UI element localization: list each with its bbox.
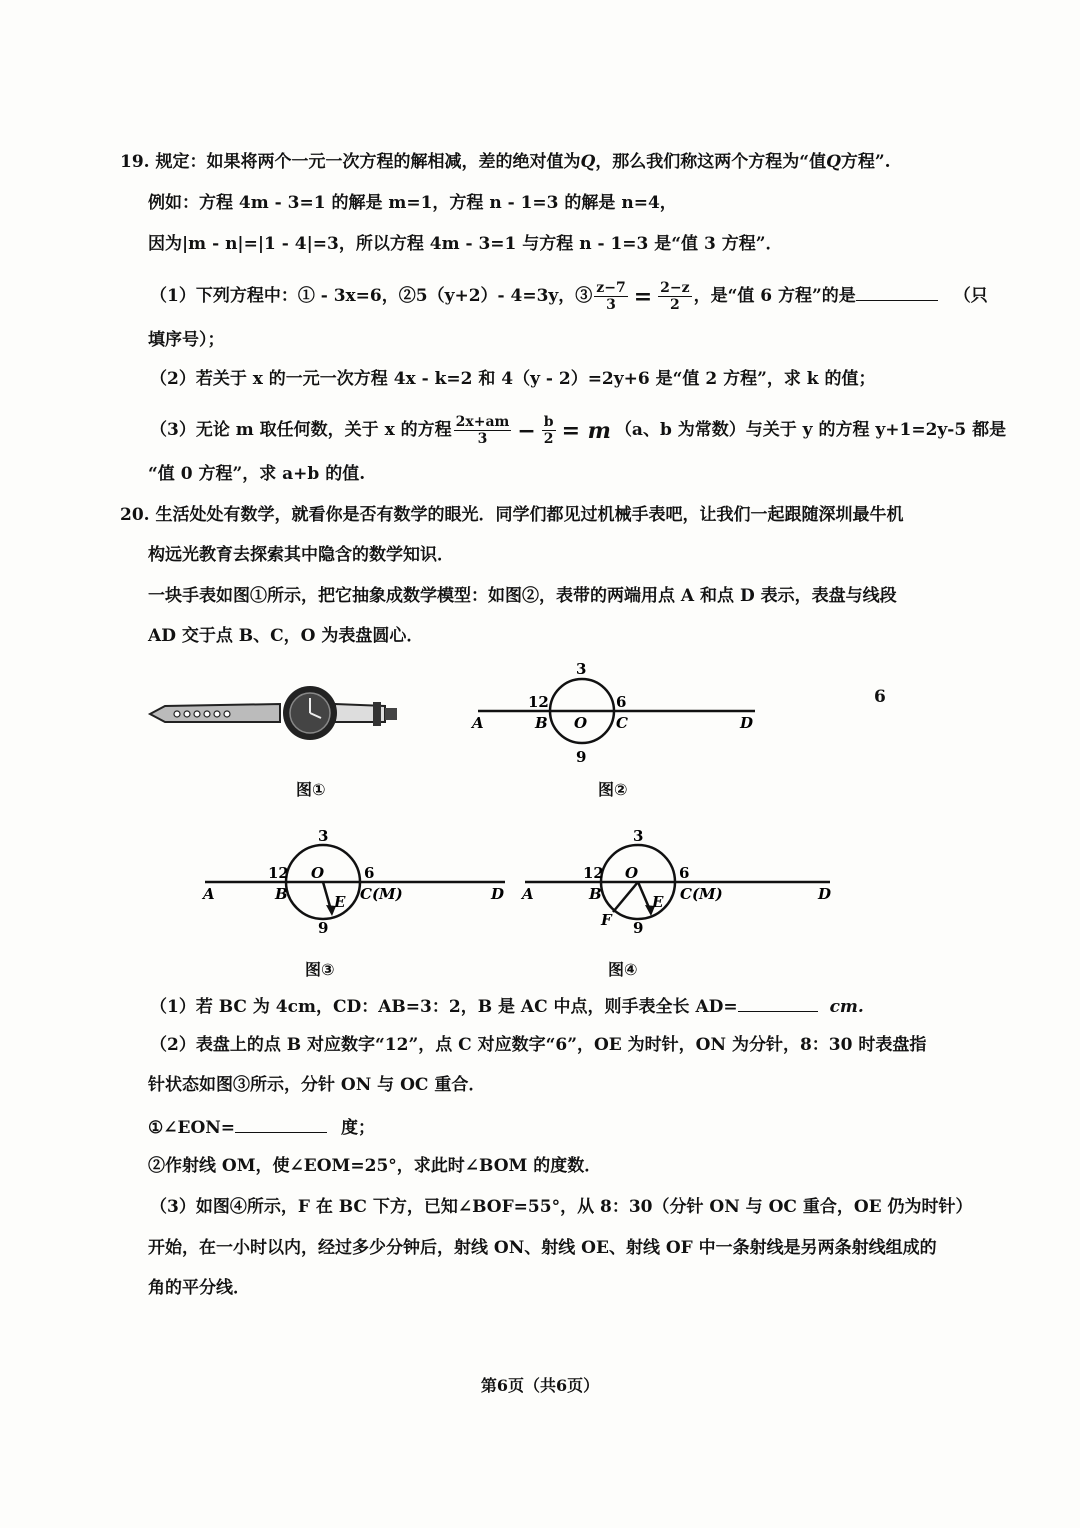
svg-text:D: D — [740, 714, 754, 732]
q20-part2-sub2: ②作射线 OM，使∠EOM=25°，求此时∠BOM 的度数． — [148, 1156, 602, 1176]
side-page-number: 6 — [874, 687, 886, 707]
q20-part2-line2: 针状态如图③所示，分针 ON 与 OC 重合． — [148, 1075, 486, 1095]
q20-part2-line1: （2）表盘上的点 B 对应数字“12”，点 C 对应数字“6”，OE 为时针，ON 为分针，8：30 时表盘指 — [150, 1035, 927, 1055]
q20-line1: 20. 生活处处有数学，就看你是否有数学的眼光．同学们都见过机械手表吧，让我们一起跟随深圳最牛机 — [120, 505, 904, 525]
svg-text:D: D — [491, 885, 505, 903]
q19-part3: （3）无论 m 取任何数，关于 x 的方程 $\frac{2x+am}{3}$ − $\frac{b}{2}$ = m （a、b 为常数）与关于 y 的方程 y+1=2y-5 都是 — [150, 414, 1007, 447]
svg-text:3: 3 — [576, 660, 587, 678]
svg-text:A: A — [522, 885, 534, 903]
q19-line1: 19. 规定：如果将两个一元一次方程的解相减，差的绝对值为Q，那么我们称这两个方程为“值Q方程”. — [120, 152, 891, 172]
figure-1-watch — [145, 680, 405, 750]
svg-text:A: A — [472, 714, 484, 732]
svg-text:F: F — [601, 911, 612, 929]
page-footer: 第6页（共6页） — [480, 1376, 600, 1395]
svg-text:6: 6 — [364, 864, 375, 882]
q20-line2: 构远光教育去探索其中隐含的数学知识． — [148, 545, 454, 565]
ray-OF — [613, 882, 638, 912]
svg-text:12: 12 — [268, 864, 289, 882]
fraction-2-minus-z: $\frac{2-z}{2}$ — [660, 280, 690, 313]
q20-part3-line3: 角的平分线． — [148, 1278, 250, 1298]
q20-number: 20. — [120, 505, 150, 525]
svg-text:B: B — [535, 714, 548, 732]
watch-illustration — [145, 680, 405, 750]
svg-text:3: 3 — [633, 827, 644, 845]
svg-text:B: B — [275, 885, 288, 903]
q20-line3: 一块手表如图①所示，把它抽象成数学模型：如图②，表带的两端用点 A 和点 D 表示，表盘与线段 — [148, 586, 897, 606]
svg-text:9: 9 — [576, 748, 587, 766]
figure-4-caption: 图④ — [608, 960, 638, 979]
q19-part1-cont: 填序号）； — [148, 330, 225, 350]
svg-text:9: 9 — [633, 919, 644, 937]
svg-text:6: 6 — [616, 693, 627, 711]
q19-reason-line: 因为|m - n|=|1 - 4|=3，所以方程 4m - 3=1 与方程 n - 1=3 是“值 3 方程”． — [148, 234, 783, 254]
svg-text:12: 12 — [528, 693, 549, 711]
figure-3-diagram — [195, 822, 515, 947]
answer-blank-q20-2[interactable] — [235, 1114, 327, 1133]
fraction-b-over-2: $\frac{b}{2}$ — [543, 414, 554, 447]
fraction-z-minus-7: $\frac{z-7}{3}$ — [596, 280, 626, 313]
svg-text:6: 6 — [679, 864, 690, 882]
q20-part1: （1）若 BC 为 4cm，CD：AB=3：2，B 是 AC 中点，则手表全长 AD= cm. — [150, 993, 864, 1019]
answer-blank-q20-1[interactable] — [738, 993, 818, 1012]
q20-part2-sub1: ①∠EON= 度； — [148, 1114, 375, 1140]
fraction-2x-plus-am: $\frac{2x+am}{3}$ — [455, 414, 510, 447]
figure-4-diagram — [515, 822, 845, 947]
svg-text:9: 9 — [318, 919, 329, 937]
q19-example-line: 例如：方程 4m - 3=1 的解是 m=1，方程 n - 1=3 的解是 n=4， — [148, 193, 677, 213]
svg-text:O: O — [574, 714, 588, 732]
q19-number: 19. — [120, 152, 150, 172]
svg-text:C: C — [616, 714, 628, 732]
svg-text:C(M): C(M) — [360, 885, 403, 903]
svg-text:3: 3 — [318, 827, 329, 845]
figure-2-diagram — [460, 655, 770, 775]
figure-1-caption: 图① — [296, 780, 326, 799]
svg-text:D: D — [818, 885, 832, 903]
q19-part2: （2）若关于 x 的一元一次方程 4x - k=2 和 4（y - 2）=2y+6 是“值 2 方程”，求 k 的值； — [150, 369, 876, 389]
svg-text:E: E — [652, 893, 664, 911]
figure-3-caption: 图③ — [305, 960, 335, 979]
q20-part3-line2: 开始，在一小时以内，经过多少分钟后，射线 ON、射线 OE、射线 OF 中一条射线是另两条射线组成的 — [148, 1238, 937, 1258]
svg-text:B: B — [589, 885, 602, 903]
svg-text:12: 12 — [583, 864, 604, 882]
svg-text:A: A — [203, 885, 215, 903]
svg-text:E: E — [334, 893, 346, 911]
svg-text:O: O — [625, 864, 639, 882]
q19-part1: （1）下列方程中：① - 3x=6，②5（y+2）- 4=3y，③ $\frac{z-7}{3}$ = $\frac{2-z}{2}$ ，是“值 6 方程”的是 （只 — [150, 280, 988, 313]
q19-part3-cont: “值 0 方程”，求 a+b 的值. — [148, 464, 366, 484]
svg-text:C(M): C(M) — [680, 885, 723, 903]
svg-text:O: O — [311, 864, 325, 882]
q20-line4: AD 交于点 B、C，O 为表盘圆心． — [148, 626, 424, 646]
q20-part3-line1: （3）如图④所示，F 在 BC 下方，已知∠BOF=55°，从 8：30（分针 ON 与 OC 重合，OE 仍为时针） — [150, 1197, 973, 1217]
answer-blank-q19-1[interactable] — [856, 282, 938, 301]
figure-2-caption: 图② — [598, 780, 628, 799]
